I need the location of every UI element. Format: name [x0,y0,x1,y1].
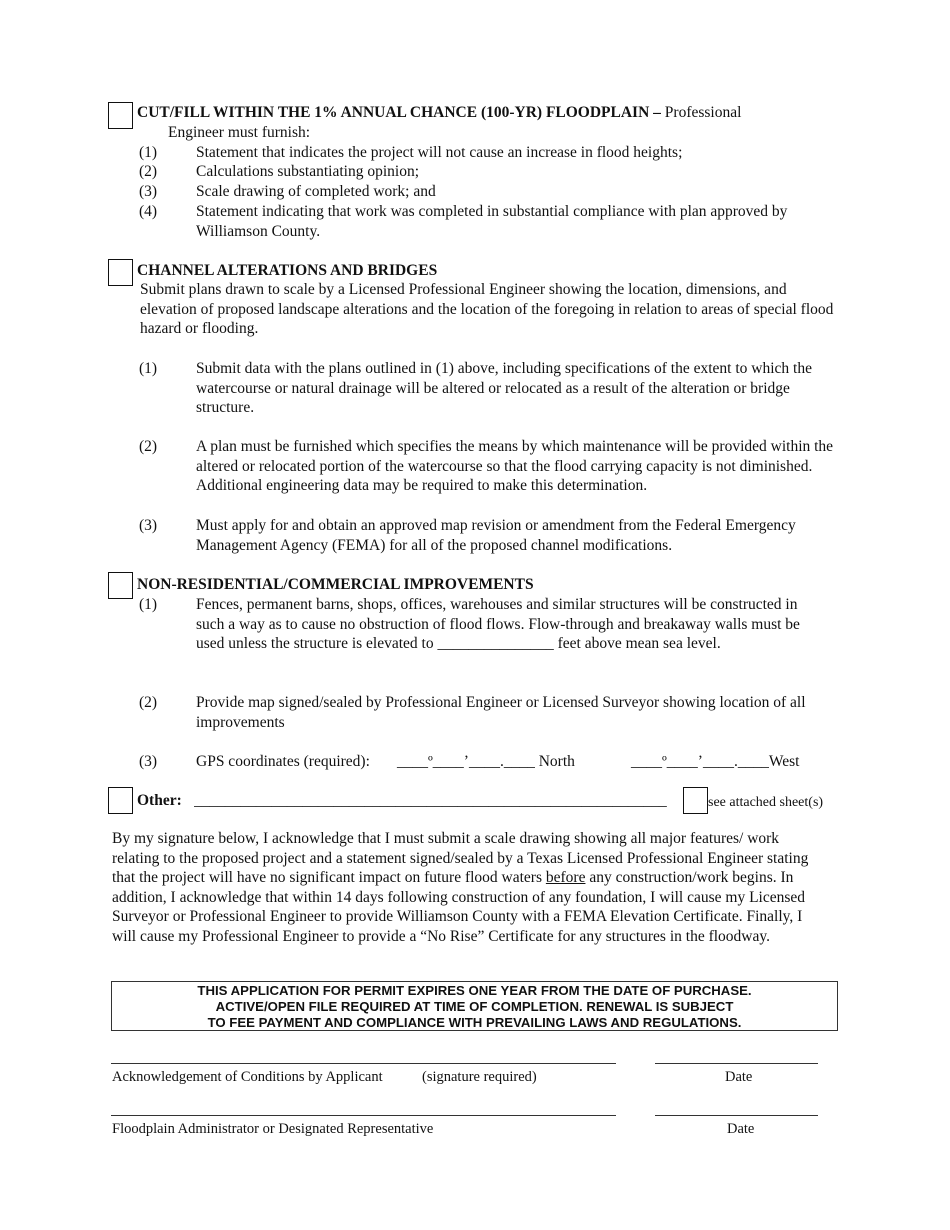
admin-date-label: Date [727,1121,755,1137]
cutfill-item-4-num: (4) [139,203,158,220]
applicant-signature-line[interactable] [111,1063,616,1064]
cutfill-item-2-text: Calculations substantiating opinion; [196,163,420,180]
cutfill-heading-line2: Engineer must furnish: [168,124,311,141]
gps-north-field[interactable]: ____º____’____.____ North [397,753,575,770]
other-checkbox[interactable] [108,787,133,814]
cutfill-item-1-text: Statement that indicates the project will not cause an increase in flood heights; [196,144,683,161]
applicant-signature-note: (signature required) [422,1069,537,1085]
channel-intro: Submit plans drawn to scale by a Licensed Professional Engineer showing the location, dimensions, and elevation of proposed landscape alterations and the location of the foregoing in relation to areas of special flood hazard or flooding. [140,281,834,337]
channel-item-2-text: A plan must be furnished which specifies the means by which maintenance will be provided within the altered or relocated portion of the watercourse so that the flood carrying capacity is not diminished. Additional engineering data may be required to make this determination. [196,438,834,494]
channel-item-1-text: Submit data with the plans outlined in (1) above, including specifications of the extent to which the watercourse or natural drainage will be altered or relocated as a result of the alteration or bridge structure. [196,360,812,416]
notice-line-3: TO FEE PAYMENT AND COMPLIANCE WITH PREVAILING LAWS AND REGULATIONS. [207,1015,742,1030]
expiration-notice-box [111,981,838,1031]
cutfill-heading: CUT/FILL WITHIN THE 1% ANNUAL CHANCE (100-YR) FLOODPLAIN – [137,104,661,121]
nonres-item-2-num: (2) [139,694,158,711]
applicant-date-line[interactable] [655,1063,818,1064]
cutfill-item-2-num: (2) [139,163,158,180]
cutfill-item-1-num: (1) [139,144,158,161]
cutfill-item-4-text: Statement indicating that work was completed in substantial compliance with plan approved by Williamson County. [196,203,788,240]
gps-west-field[interactable]: ____º____’____.____West [631,753,800,770]
admin-signature-label: Floodplain Administrator or Designated Representative [112,1121,434,1137]
ack-text-part1: By my signature below, I acknowledge that I must submit a scale drawing showing all major features/ work relating to the proposed project and a statement signed/sealed by a Texas Licensed Professional Engineer stating that the project will have no significant impact on future flood waters [112,830,809,886]
acknowledgement-paragraph [112,829,824,946]
channel-item-2-num: (2) [139,438,158,455]
cutfill-checkbox[interactable] [108,102,133,129]
nonres-checkbox[interactable] [108,572,133,599]
nonres-item-2-text: Provide map signed/sealed by Professional Engineer or Licensed Surveyor showing location of all improvements [196,694,806,731]
notice-line-1: THIS APPLICATION FOR PERMIT EXPIRES ONE YEAR FROM THE DATE OF PURCHASE. [197,983,752,998]
cutfill-heading-line [137,103,837,123]
other-label: Other: [137,792,182,809]
nonres-item-1-num: (1) [139,596,158,613]
notice-line-2: ACTIVE/OPEN FILE REQUIRED AT TIME OF COMPLETION. RENEWAL IS SUBJECT [215,999,734,1014]
attached-sheets-checkbox[interactable] [683,787,708,814]
admin-signature-line[interactable] [111,1115,616,1116]
channel-checkbox[interactable] [108,259,133,286]
admin-date-line[interactable] [655,1115,818,1116]
channel-item-3-num: (3) [139,517,158,534]
applicant-signature-label: Acknowledgement of Conditions by Applicant [112,1069,383,1085]
channel-heading: CHANNEL ALTERATIONS AND BRIDGES [137,262,438,279]
nonres-heading: NON-RESIDENTIAL/COMMERCIAL IMPROVEMENTS [137,576,534,593]
cutfill-item-3-num: (3) [139,183,158,200]
attached-sheets-label: see attached sheet(s) [708,795,824,810]
other-input-line[interactable]: _____________________________________________________________ [194,792,667,809]
ack-text-part2: any construction/work begins. In addition, I acknowledge that within 14 days following construction of any foundation, I will cause my Licensed Surveyor or Professional Engineer to provide Williamson County with a FEMA Elevation Certificate. Finally, I will cause my Professional Engineer to provide a “No Rise” Certificate for any structures in the floodway. [112,869,806,945]
gps-label: GPS coordinates (required): [196,753,370,770]
channel-item-1-num: (1) [139,360,158,377]
nonres-gps-num: (3) [139,753,158,770]
channel-item-3-text: Must apply for and obtain an approved map revision or amendment from the Federal Emergency Management Agency (FEMA) for all of the proposed channel modifications. [196,517,796,554]
ack-text-underlined: before [545,869,586,886]
nonres-item-1-text: Fences, permanent barns, shops, offices, warehouses and similar structures will be constructed in such a way as to cause no obstruction of flood flows. Flow-through and breakaway walls must be used unless the structure is elevated to _______________ feet above mean sea level. [196,596,800,652]
applicant-date-label: Date [725,1069,753,1085]
cutfill-heading-tail: Professional [664,104,742,121]
cutfill-item-3-text: Scale drawing of completed work; and [196,183,436,200]
